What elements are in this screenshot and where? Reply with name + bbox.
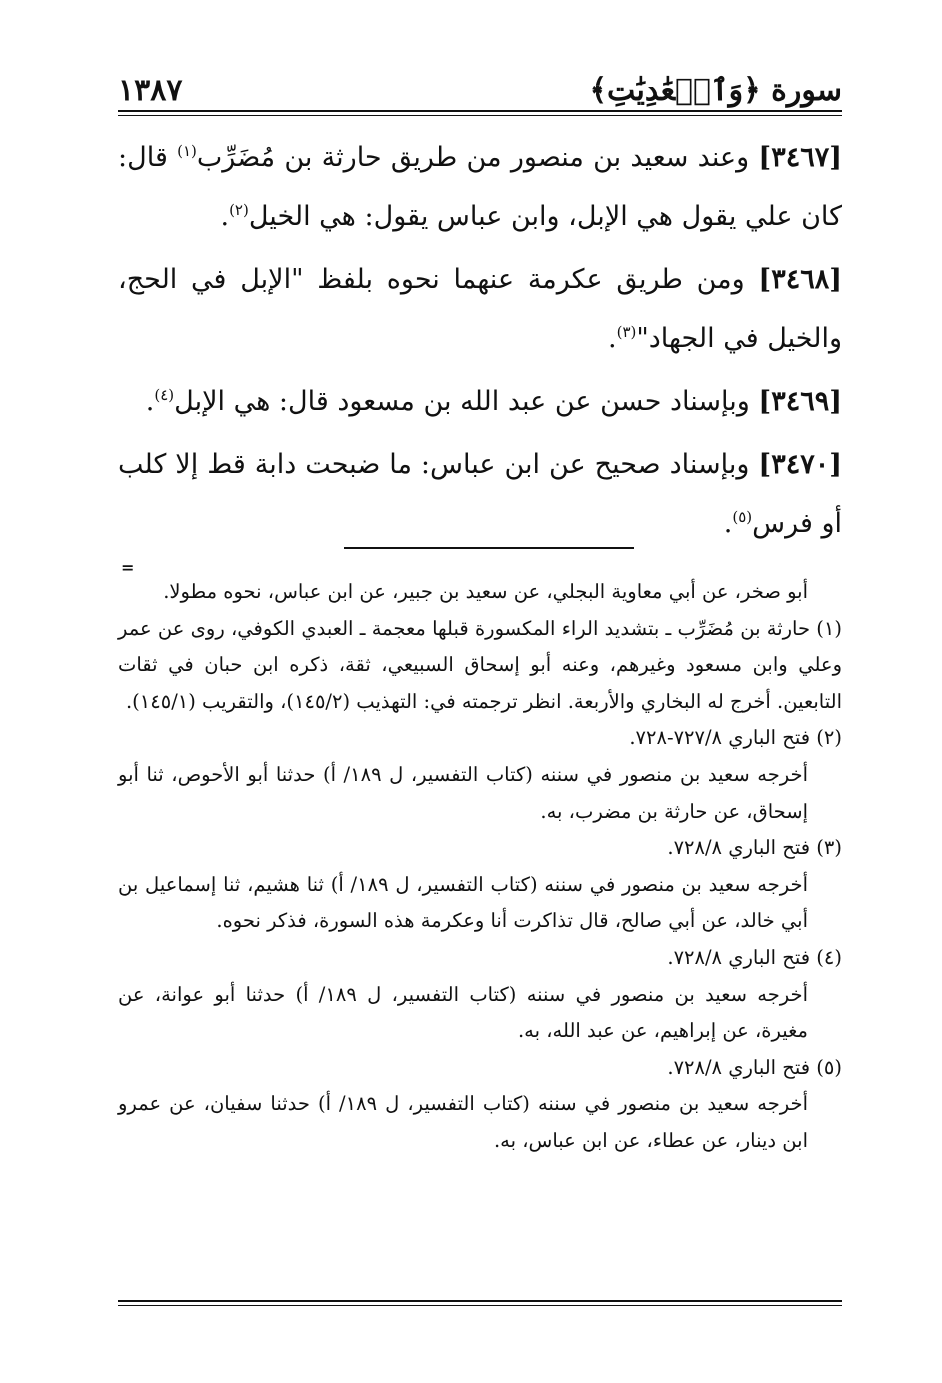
footer-rule-thin — [118, 1305, 842, 1306]
footnote-line: أبو صخر، عن أبي معاوية البجلي، عن سعيد بن جبير، عن ابن عباس، نحوه مطولا. — [163, 580, 808, 603]
entry-text: قال: كان علي يقول هي الإبل، وابن عباس يقول: هي الخيل — [118, 142, 842, 232]
entry-number: [٣٤٧٠] — [758, 449, 842, 480]
footnotes — [118, 574, 842, 1160]
footnote-ref[interactable]: (٢) — [229, 201, 249, 219]
entry-text: ومن طريق عكرمة عنهما نحوه بلفظ "الإبل في الحج، والخيل في الجهاد" — [118, 264, 842, 354]
entry-text: . — [607, 323, 617, 354]
entry-3468 — [118, 250, 842, 368]
running-header — [118, 58, 842, 108]
footnote-separator — [344, 547, 634, 549]
footnote-1: (١) حارثة بن مُضَرِّب ـ بتشديد الراء المكسورة قبلها معجمة ـ العبدي الكوفي، روى عن عمر وعلي وابن مسعود وغيرهم، وعنه أبو إسحاق السبيعي، ثقة، ذكره ابن حبان في ثقات التابعين. أخرج له البخاري والأربعة. انظر ترجمته في: التهذيب (١٤٥/٢)، والتقريب (١٤٥/١). — [118, 616, 842, 713]
entry-text: وبإسناد حسن عن عبد الله بن مسعود قال: هي الإبل — [174, 386, 750, 417]
footnote-ref[interactable]: (٥) — [732, 508, 753, 526]
entry-3470 — [118, 435, 842, 553]
header-rule-thin — [118, 115, 842, 116]
footnote-ref[interactable]: (٤) — [154, 386, 175, 404]
entry-number: [٣٤٦٧] — [758, 142, 842, 173]
entry-text: . — [723, 508, 733, 539]
entry-text: . — [220, 201, 230, 232]
footnote-3: (٣) فتح الباري ٧٢٨/٨. — [667, 836, 842, 860]
footnote-2: (٢) فتح الباري ٧٢٧/٨-٧٢٨. — [629, 726, 842, 750]
main-text — [118, 128, 842, 557]
footnote-4: (٤) فتح الباري ٧٢٨/٨. — [667, 945, 842, 969]
footnote-ref[interactable]: (١) — [177, 142, 197, 160]
entry-3469 — [118, 372, 842, 431]
footnote-line: أخرجه سعيد بن منصور في سننه (كتاب التفسير، ل ١٨٩/ أ) حدثنا أبو الأحوص، ثنا أبو إسحاق، عن حارثة بن مضرب، به. — [118, 762, 808, 823]
surah-title: سورة ﴿وَٱلۡعَٰدِيَٰتِ﴾ — [589, 73, 842, 108]
footnote-line: أخرجه سعيد بن منصور في سننه (كتاب التفسير، ل ١٨٩/ أ) حدثنا أبو عوانة، عن مغيرة، عن إبراهيم، عن عبد الله، به. — [118, 982, 808, 1043]
entry-text: . — [145, 386, 155, 417]
continuation-mark: = — [121, 558, 135, 577]
footnote-5: (٥) فتح الباري ٧٢٨/٨. — [667, 1055, 842, 1079]
entry-number: [٣٤٦٩] — [758, 386, 842, 417]
entry-3467 — [118, 128, 842, 246]
footnote-ref[interactable]: (٣) — [616, 323, 637, 341]
entry-text: وبإسناد صحيح عن ابن عباس: ما ضبحت دابة قط إلا كلب أو فرس — [118, 449, 842, 539]
entry-number: [٣٤٦٨] — [758, 264, 842, 295]
entry-text: وعند سعيد بن منصور من طريق حارثة بن مُضَرِّب — [196, 142, 750, 173]
page-number: ١٣٨٧ — [118, 73, 183, 108]
footer-rule — [118, 1300, 842, 1302]
header-rule — [118, 110, 842, 112]
footnote-line: أخرجه سعيد بن منصور في سننه (كتاب التفسير، ل ١٨٩/ أ) حدثنا سفيان، عن عمرو ابن دينار، عن عطاء، عن ابن عباس، به. — [118, 1092, 808, 1152]
footnote-line: أخرجه سعيد بن منصور في سننه (كتاب التفسير، ل ١٨٩/ أ) ثنا هشيم، ثنا إسماعيل بن أبي خالد، عن أبي صالح، قال تذاكرت أنا وعكرمة هذه السورة، فذكر نحوه. — [118, 872, 808, 933]
